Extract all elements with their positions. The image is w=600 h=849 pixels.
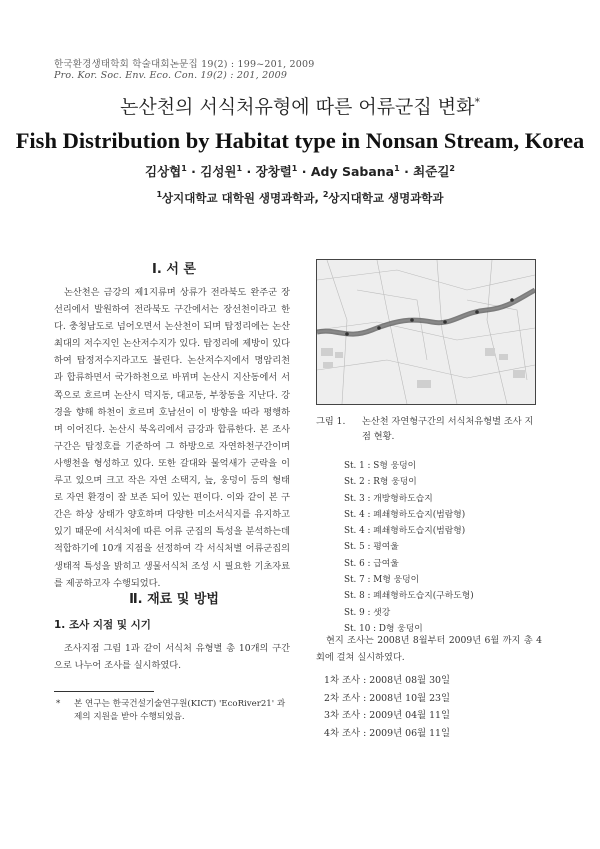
list-item: St. 2 : R형 웅덩이: [344, 477, 417, 488]
author-name: Ady Sabana: [310, 164, 395, 179]
list-item: 4차 조사 : 2009년 06월 11일: [324, 727, 451, 739]
list-item: St. 7 : M형 웅덩이: [344, 575, 420, 586]
list-item: St. 9 : 샛강: [344, 607, 391, 618]
funding-footnote: [56, 698, 288, 724]
author-affil-mark: 1: [394, 163, 400, 173]
author-affil-mark: 1: [291, 163, 298, 173]
author-separator: ·: [301, 164, 307, 179]
list-item: 1차 조사 : 2008년 08월 30일: [324, 675, 451, 686]
author-separator: ·: [404, 164, 409, 179]
affil-text: 상지대학교 대학원 생명과학과,: [162, 191, 323, 205]
footnote-text: 본 연구는 한국건설기술연구원(KICT) 'EcoRiver21' 과제의 지원을 받아 수행되었음.: [74, 699, 286, 722]
footnote-mark: *: [56, 699, 61, 709]
methods-paragraph: 조사지점 그림 1과 같이 서식처 유형별 총 10개의 구간으로 나누어 조사를 실시하였다.: [54, 643, 290, 672]
list-item: St. 3 : 개방형하도습지: [344, 493, 433, 504]
introduction-paragraph: 논산천은 금강의 제1지류며 상류가 전라북도 완주군 장선리에서 발원하여 전라북도 구간에서는 장선천이라고 한다. 충청남도로 넘어오면서 논산천이 되며 탑정리에는 논산 최대의 저수지인 논산저수지가 있다. 탑정리에 제방이 있다하여 탑정저수지라고도 불린다. 논산저수지에서 명암리천과 합류하면서 국가하천으로 바뀌며 논산시 지산동에서 서쪽으로 흐르며 논산시 덕지동, 대교동, 부창동을 지난다. 강경을 향해 하천이 흐르며 호남선이 이 방향을 따라 평행하며 이어진다. 논산시 북옥리에서 금강과 합류한다. 본 조사구간은 탑정호를 기준하여 그 하방으로 자연하천구간이며 사행천을 형성하고 있다. 또한 갈대와 물억새가 군락을 이루고 있으며 크고 작은 자연 소택지, 늪, 웅덩이 등의 형태로 자연 환경이 잘 보존 되어 있는 편이다. 이와 같이 본 구간은 하상 상태가 양호하며 다양한 미소서식지를 유지하고 있기 때문에 서식처에 따른 어류 군집의 특성을 분석하는데 적합하기에 10개 지점을 선정하여 각 서식처별 어류군집의 생태적 특성을 밝히고 생물서식처 조성 시 필요한 기초자료를 제공하고자 수행되었다.: [54, 287, 290, 589]
author-affil-mark: 1: [236, 163, 243, 173]
figure-caption: [316, 414, 538, 444]
list-item: 2차 조사 : 2008년 10월 23일: [324, 692, 451, 704]
title-footnote-mark: *: [474, 95, 481, 109]
author-affil-mark: 1: [181, 163, 187, 173]
author: [413, 164, 455, 179]
author-name: 최준길: [413, 164, 450, 179]
list-item: St. 6 : 급여울: [344, 558, 399, 569]
author: [256, 164, 298, 179]
title-ko-text: 논산천의 서식처유형에 따른 어류군집 변화: [119, 96, 475, 118]
affil-mark: 1: [156, 190, 163, 200]
author-separator: ·: [246, 164, 252, 179]
affil-mark: 2: [322, 190, 329, 200]
list-item: St. 10 : D형 웅덩이: [344, 623, 423, 634]
figure-label: 그림 1.: [316, 416, 346, 427]
survey-period-paragraph: 현지 조사는 2008년 8월부터 2009년 6월 까지 총 4회에 걸쳐 실시하였다.: [316, 635, 542, 664]
author: [145, 164, 187, 179]
section-heading-introduction: Ⅰ. 서 론: [152, 262, 196, 277]
subsection-heading-sites-period: 1. 조사 지점 및 시기: [54, 619, 151, 631]
survey-schedule-list: [324, 672, 450, 742]
figure-caption-text: 논산천 자연형구간의 서식처유형별 조사 지점 현황.: [362, 416, 534, 442]
author: [311, 164, 400, 179]
author-separator: ·: [191, 164, 196, 179]
author-affil-mark: 2: [449, 163, 455, 173]
aerial-map-image: [317, 260, 535, 404]
paper-title-english: Fish Distribution by Habitat type in Nonsan Stream, Korea: [15, 128, 585, 153]
journal-citation-en: Pro. Kor. Soc. Env. Eco. Con. 19(2) : 201, 2009: [54, 70, 288, 81]
affiliation-line: [0, 190, 600, 206]
journal-citation-ko: 한국환경생태학회 학술대회논문집 19(2) : 199~201, 2009: [54, 59, 315, 70]
list-item: St. 1 : S형 웅덩이: [344, 461, 417, 471]
author-list: [0, 162, 600, 180]
list-item: St. 5 : 평여울: [344, 542, 399, 553]
footnote-divider: [54, 691, 154, 692]
author-name: 김성원: [200, 164, 237, 179]
author-name: 김상협: [145, 164, 182, 179]
study-site-map-figure: [316, 259, 536, 405]
list-item: St. 4 : 폐쇄형하도습지(범람형): [344, 509, 466, 520]
affil-text: 상지대학교 생명과학과: [328, 191, 444, 205]
paper-title-korean: [0, 92, 600, 119]
site-list: [344, 458, 474, 637]
list-item: 3차 조사 : 2009년 04월 11일: [324, 710, 451, 721]
list-item: St. 4 : 폐쇄형하도습지(범람형): [344, 526, 466, 537]
list-item: St. 8 : 폐쇄형하도습지(구하도형): [344, 591, 474, 602]
author-name: 장창렬: [255, 164, 292, 179]
author: [200, 164, 242, 179]
section-heading-methods: Ⅱ. 재료 및 방법: [129, 592, 219, 607]
